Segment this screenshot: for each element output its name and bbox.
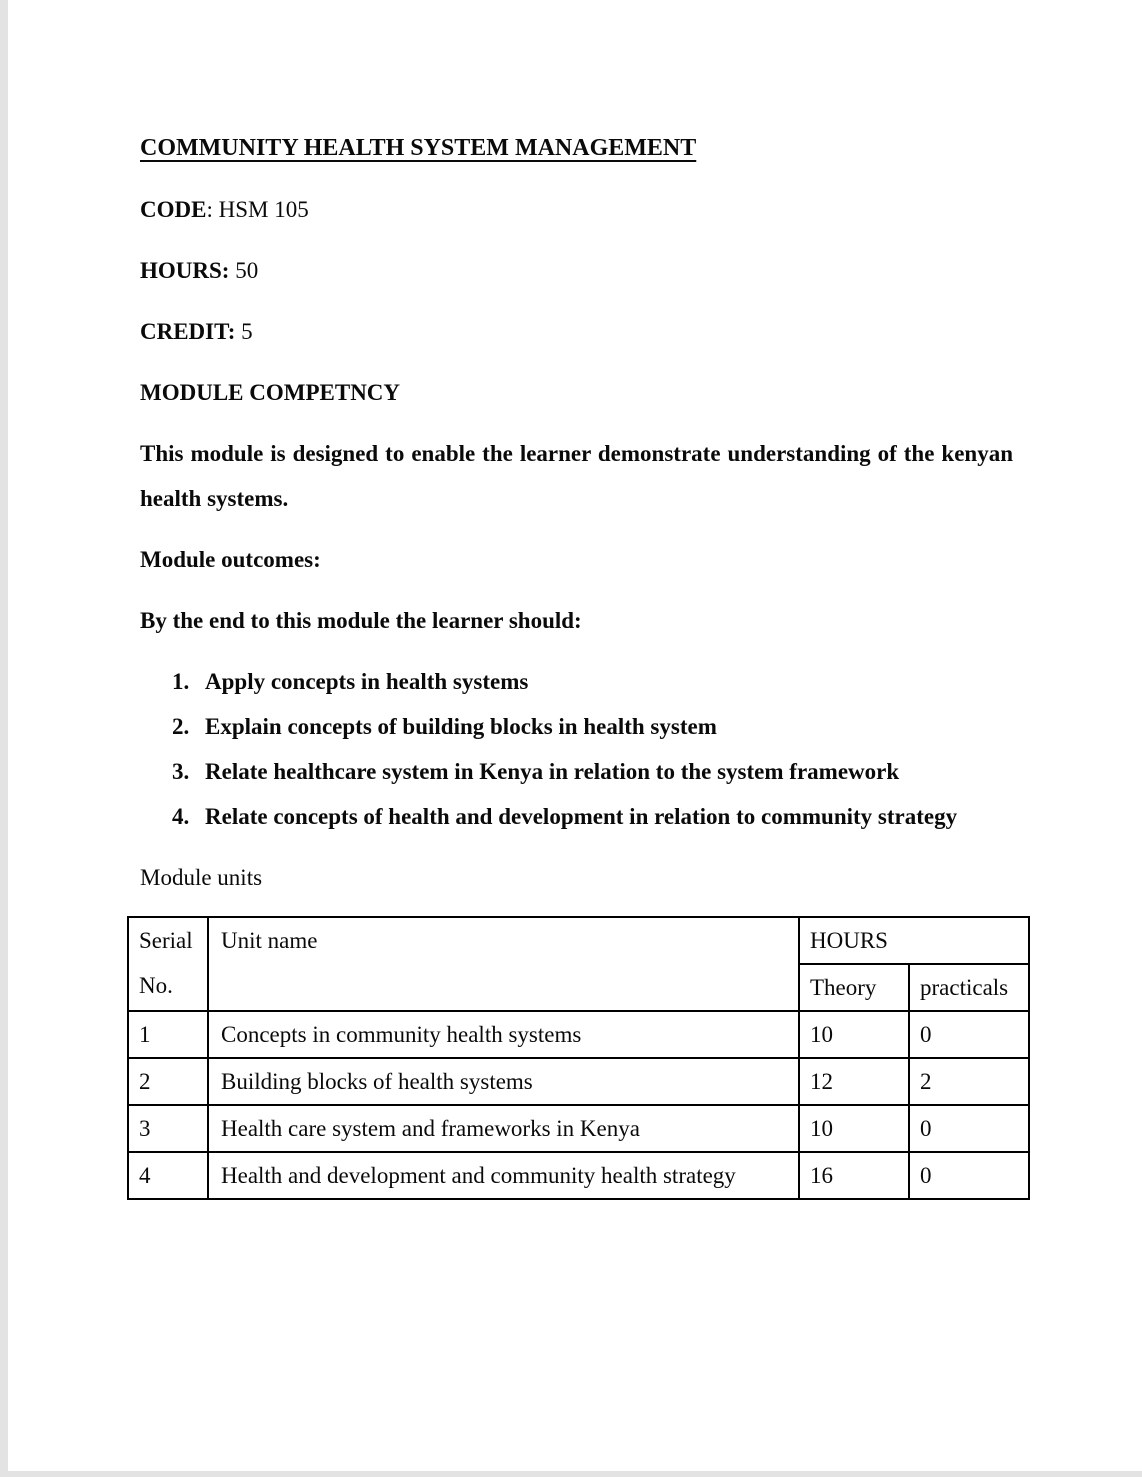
credit-label: CREDIT: <box>140 319 236 344</box>
hours-label: HOURS: <box>140 258 230 283</box>
header-practicals: practicals <box>909 964 1029 1011</box>
credit-value: 5 <box>235 319 253 344</box>
outcome-item-3 <box>140 749 1013 794</box>
intro-paragraph: This module is designed to enable the learner demonstrate understanding of the kenyan health systems. <box>140 441 1013 511</box>
cell-theory: 10 <box>799 1105 909 1152</box>
table-header-row-1 <box>128 917 1029 964</box>
table-row <box>128 1152 1029 1199</box>
module-outcomes-heading: Module outcomes: <box>140 547 321 572</box>
outcome-number: 4. <box>172 804 190 829</box>
cell-unit-name: Concepts in community health systems <box>208 1011 799 1058</box>
cell-unit-name: Building blocks of health systems <box>208 1058 799 1105</box>
cell-unit-name: Health and development and community health strategy <box>208 1152 799 1199</box>
outcome-item-2 <box>140 704 1013 749</box>
outcomes-list <box>140 659 1013 839</box>
outcome-text: Apply concepts in health systems <box>205 669 529 694</box>
outcomes-lead: By the end to this module the learner should: <box>140 608 582 633</box>
code-label: CODE <box>140 197 207 222</box>
document-title: COMMUNITY HEALTH SYSTEM MANAGEMENT <box>140 135 697 161</box>
header-unit-name: Unit name <box>208 917 799 1011</box>
outcome-number: 1. <box>172 669 190 694</box>
module-units-caption: Module units <box>140 865 263 890</box>
header-serial-no: Serial No. <box>128 917 208 1011</box>
cell-serial: 1 <box>128 1011 208 1058</box>
cell-unit-name: Health care system and frameworks in Kenya <box>208 1105 799 1152</box>
cell-practicals: 0 <box>909 1105 1029 1152</box>
outcome-text: Explain concepts of building blocks in health system <box>205 714 717 739</box>
outcome-item-1 <box>140 659 1013 704</box>
document-content <box>8 0 1013 1200</box>
cell-practicals: 0 <box>909 1011 1029 1058</box>
module-competency-heading: MODULE COMPETNCY <box>140 380 401 405</box>
hours-field <box>140 248 1013 293</box>
credit-field <box>140 309 1013 354</box>
cell-theory: 12 <box>799 1058 909 1105</box>
table-row <box>128 1105 1029 1152</box>
header-theory: Theory <box>799 964 909 1011</box>
cell-serial: 2 <box>128 1058 208 1105</box>
outcome-number: 3. <box>172 759 190 784</box>
table-row <box>128 1058 1029 1105</box>
document-page <box>8 0 1142 1471</box>
cell-serial: 3 <box>128 1105 208 1152</box>
table-row <box>128 1011 1029 1058</box>
code-value: : HSM 105 <box>206 197 309 222</box>
module-units-table <box>127 916 1030 1200</box>
outcome-text: Relate concepts of health and development in relation to community strategy <box>205 804 958 829</box>
cell-practicals: 0 <box>909 1152 1029 1199</box>
outcome-number: 2. <box>172 714 190 739</box>
header-hours: HOURS <box>799 917 1029 964</box>
hours-value: 50 <box>229 258 259 283</box>
code-field <box>140 187 1013 232</box>
outcome-text: Relate healthcare system in Kenya in relation to the system framework <box>205 759 900 784</box>
cell-theory: 10 <box>799 1011 909 1058</box>
outcome-item-4 <box>140 794 1013 839</box>
cell-serial: 4 <box>128 1152 208 1199</box>
cell-theory: 16 <box>799 1152 909 1199</box>
cell-practicals: 2 <box>909 1058 1029 1105</box>
